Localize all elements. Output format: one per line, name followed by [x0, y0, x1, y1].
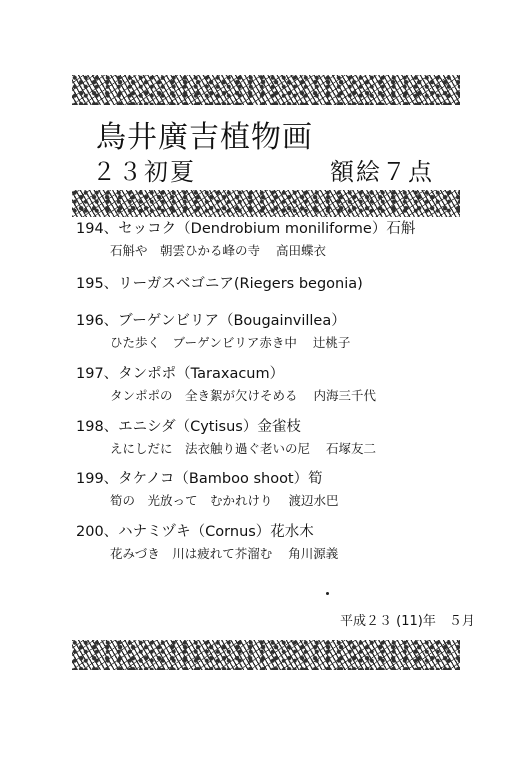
entry-haiku — [110, 492, 496, 510]
haiku-text: 石斛や 朝雲ひかる峰の寺 — [110, 243, 261, 258]
haiku-author: 渡辺水巴 — [288, 493, 339, 508]
haiku-text: 筍の 光放って むかれけり — [110, 493, 273, 508]
entry-haiku — [110, 440, 496, 458]
issue-date: 平成２３ (11)年 ５月 — [340, 614, 475, 629]
entry-haiku — [110, 334, 496, 352]
list-item — [76, 417, 496, 458]
haiku-author: 辻桃子 — [312, 335, 351, 350]
list-item — [76, 364, 496, 405]
entry-heading: 195、リーガスベゴニア(Riegers begonia) — [76, 276, 363, 292]
haiku-text: ひた歩く ブーゲンビリア赤き中 — [110, 335, 297, 350]
entry-haiku — [110, 242, 496, 260]
entry-heading: 197、タンポポ（Taraxacum） — [76, 366, 285, 382]
stray-dot — [326, 592, 329, 595]
haiku-text: 花みづき 川は疲れて芥溜む — [110, 546, 273, 561]
decorative-border-top — [72, 75, 460, 105]
entry-haiku — [110, 387, 496, 405]
entry-heading: 198、エニシダ（Cytisus）金雀枝 — [76, 419, 301, 435]
subtitle-count: 額絵７点 — [330, 158, 434, 186]
haiku-author: 高田蝶衣 — [276, 243, 327, 258]
list-item — [76, 219, 496, 260]
entry-heading: 196、ブーゲンビリア（Bougainvillea） — [76, 313, 346, 329]
page-title: 鳥井廣吉植物画 — [96, 120, 313, 155]
entry-heading: 194、セッコク（Dendrobium moniliforme）石斛 — [76, 221, 416, 237]
list-item — [76, 274, 496, 294]
entry-heading: 200、ハナミヅキ（Cornus）花水木 — [76, 524, 314, 540]
haiku-text: タンポポの 全き絮が欠けそめる — [110, 388, 298, 403]
decorative-border-middle — [72, 190, 460, 217]
haiku-author: 内海三千代 — [313, 388, 377, 403]
subtitle-season: ２３初夏 — [92, 158, 196, 186]
entry-heading: 199、タケノコ（Bamboo shoot）筍 — [76, 471, 323, 487]
haiku-author: 石塚友二 — [326, 441, 377, 456]
list-item — [76, 469, 496, 510]
list-item — [76, 311, 496, 352]
haiku-author: 角川源義 — [288, 546, 339, 561]
entry-haiku — [110, 545, 496, 563]
haiku-text: えにしだに 法衣触り過ぐ老いの尼 — [110, 441, 311, 456]
decorative-border-bottom — [72, 640, 460, 670]
list-item — [76, 522, 496, 563]
